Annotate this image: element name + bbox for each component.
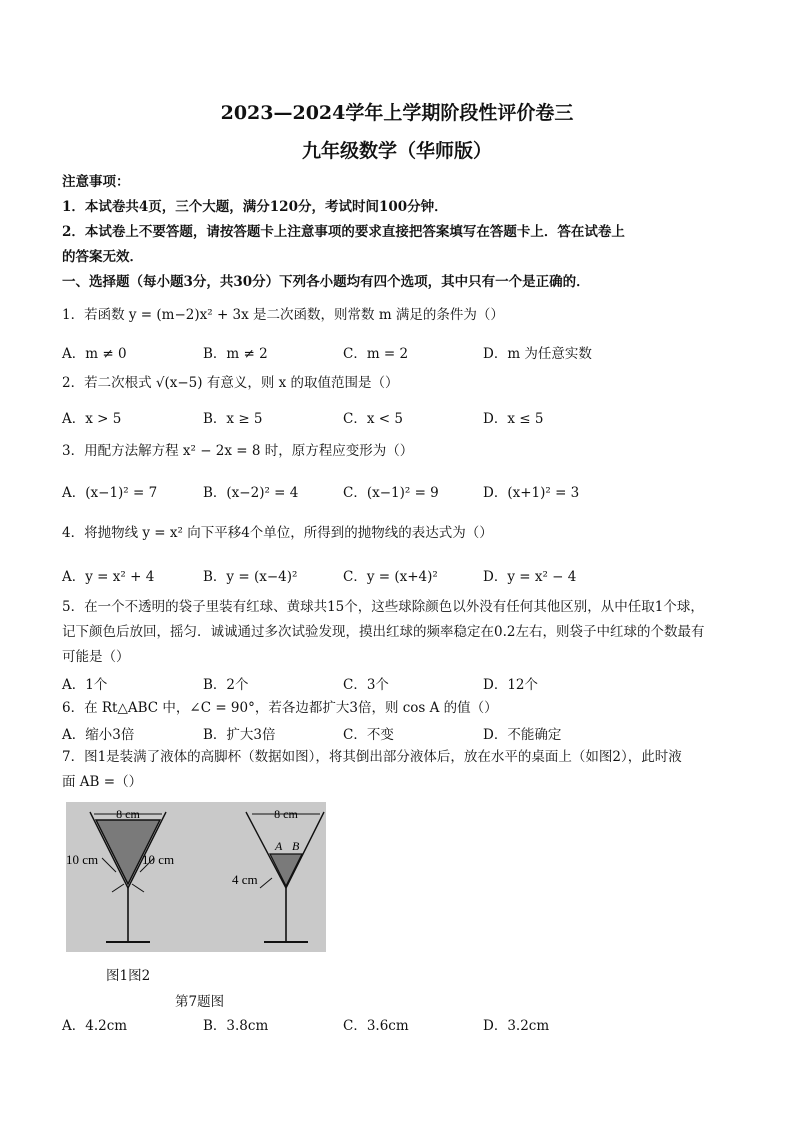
question-6-option-a: A．缩小3倍 [62,727,135,743]
question-6-stem: 6．在 Rt△ABC 中，∠C = 90°，若各边都扩大3倍，则 cos A 的值（） [62,700,498,716]
question-4-option-b: B．y = (x−4)² [203,569,298,585]
question-7-option-a: A．4.2cm [62,1018,128,1034]
question-5-option-c: C．3个 [343,677,389,693]
question-7-option-b: B．3.8cm [203,1018,269,1034]
question-1-option-c: C．m = 2 [343,346,409,362]
question-5-option-d: D．12个 [483,677,539,693]
question-7-option-c: C．3.6cm [343,1018,409,1034]
section-1-heading: 一、选择题（每小题3分，共30分）下列各小题均有四个选项，其中只有一个是正确的． [62,274,590,290]
question-4-option-c: C．y = (x+4)² [343,569,438,585]
question-2-option-a: A．x > 5 [62,411,122,427]
question-5-stem-line-2: 记下颜色后放回，摇匀．诚诚通过多次试验发现，摸出红球的频率稳定在0.2左右，则袋子中红球的个数最有 [62,624,705,640]
question-7-stem-line-1: 7．图1是装满了液体的高脚杯（数据如图），将其倒出部分液体后，放在水平的桌面上（如图2），此时液 [62,749,682,765]
question-2-option-d: D．x ≤ 5 [483,411,544,427]
goblet-1-width-label: 8 cm [116,807,140,821]
question-1-option-a: A．m ≠ 0 [62,346,127,362]
question-5-stem-line-1: 5．在一个不透明的袋子里装有红球、黄球共15个，这些球除颜色以外没有任何其他区别，从中任取1个球， [62,599,704,615]
question-5-stem-line-3: 可能是（） [62,649,130,665]
question-3-stem: 3．用配方法解方程 x² − 2x = 8 时，原方程应变形为（） [62,443,414,459]
notes-item-2-line-1: 2．本试卷上不要答题，请按答题卡上注意事项的要求直接把答案填写在答题卡上．答在试卷上 [62,224,625,240]
question-3-option-c: C．(x−1)² = 9 [343,485,439,501]
question-4-option-d: D．y = x² − 4 [483,569,577,585]
goblet-2-width-label: 8 cm [274,807,298,821]
figure-caption-figures: 图1图2 [106,968,151,984]
question-4-stem: 4．将抛物线 y = x² 向下平移4个单位，所得到的抛物线的表达式为（） [62,525,493,541]
exam-title: 2023—2024学年上学期阶段性评价卷三 [220,102,574,124]
question-4-option-a: A．y = x² + 4 [62,569,155,585]
notes-item-1: 1．本试卷共4页，三个大题，满分120分，考试时间100分钟． [62,199,448,215]
question-1-option-b: B．m ≠ 2 [203,346,268,362]
question-3-option-b: B．(x−2)² = 4 [203,485,299,501]
question-2-option-c: C．x < 5 [343,411,403,427]
question-1-stem: 1．若函数 y = (m−2)x² + 3x 是二次函数，则常数 m 满足的条件为（） [62,307,504,323]
goblet-figure [66,802,326,952]
goblet-1-left-length-label: 10 cm [66,852,99,867]
question-6-option-c: C．不变 [343,727,394,743]
question-2-option-b: B．x ≥ 5 [203,411,263,427]
question-6-option-d: D．不能确定 [483,727,562,743]
exam-subtitle: 九年级数学（华师版） [301,140,492,162]
question-1-option-d: D．m 为任意实数 [483,346,592,362]
figure-caption-title: 第7题图 [175,994,225,1010]
question-5-option-a: A．1个 [62,677,108,693]
notes-item-2-line-2: 的答案无效． [62,249,143,265]
question-6-option-b: B．扩大3倍 [203,727,276,743]
question-7-option-d: D．3.2cm [483,1018,550,1034]
question-7-stem-line-2: 面 AB =（） [62,774,143,790]
question-3-option-a: A．(x−1)² = 7 [62,485,158,501]
question-2-stem: 2．若二次根式 √(x−5) 有意义，则 x 的取值范围是（） [62,375,399,391]
goblet-2-depth-label: 4 cm [232,872,258,887]
question-5-option-b: B．2个 [203,677,249,693]
point-a-label: A [275,839,283,853]
notes-heading: 注意事项： [62,174,130,190]
goblet-1-right-length-label: 10 cm [142,852,175,867]
question-3-option-d: D．(x+1)² = 3 [483,485,580,501]
point-b-label: B [292,839,300,853]
